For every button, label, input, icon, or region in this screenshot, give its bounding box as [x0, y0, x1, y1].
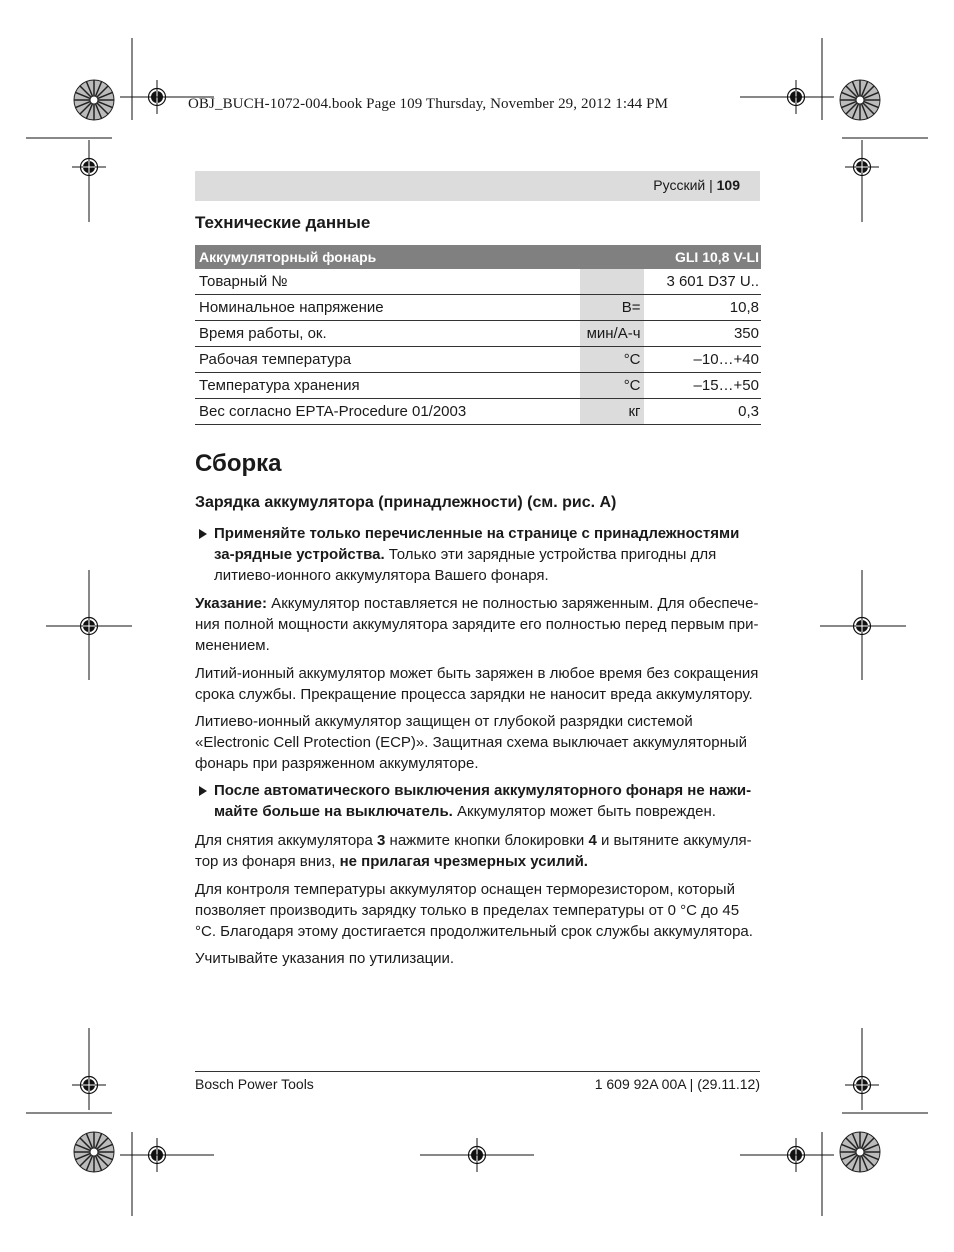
table-cell-param: Время работы, ок. — [195, 321, 580, 347]
table-cell-param: Вес согласно EPTA-Procedure 01/2003 — [195, 399, 580, 425]
ecp-paragraph: Литиево-ионный аккумулятор защищен от глубокой разрядки системой «Electronic Cell Protection (ECP)». Защитная схема выключает аккумуляторный фонарь при разряженном аккумуляторе. — [195, 713, 748, 772]
table-cell-unit: °C — [580, 347, 644, 373]
bullet-chargers — [214, 523, 761, 586]
table-row — [195, 373, 761, 399]
bullet-triangle-icon — [199, 529, 207, 539]
footer-doc-number: 1 609 92A 00A | (29.11.12) — [594, 1076, 760, 1092]
table-model-header: GLI 10,8 V-LI — [644, 245, 761, 269]
bullet-switch-text: Аккумулятор может быть поврежден. — [452, 803, 716, 820]
table-col-header: Аккумуляторный фонарь — [195, 245, 644, 269]
removal-text-1: Для снятия аккумулятора — [195, 832, 378, 849]
table-row — [195, 347, 761, 373]
removal-ref-4: 4 — [588, 832, 597, 849]
table-cell-param: Рабочая температура — [195, 347, 580, 373]
table-row — [195, 295, 761, 321]
charging-subheading: Зарядка аккумулятора (принадлежности) (см. рис. A) — [195, 494, 617, 511]
liion-paragraph: Литий-ионный аккумулятор может быть заряжен в любое время без сокращения срока службы. Прекращение процесса зарядки не наносит вреда аккумулятору. — [195, 665, 759, 703]
page-header-band — [195, 171, 760, 201]
footer-brand: Bosch Power Tools — [195, 1076, 314, 1092]
table-cell-unit: кг — [580, 399, 644, 425]
bullet-chargers-bold: Применяйте только перечисленные на странице с принадлежностями за-рядные устройства. — [214, 525, 740, 563]
table-cell-value: –15…+50 — [644, 373, 761, 399]
print-slug: OBJ_BUCH-1072-004.book Page 109 Thursday, November 29, 2012 1:44 PM — [188, 96, 669, 112]
tech-data-table — [195, 245, 761, 425]
table-row — [195, 321, 761, 347]
header-separator: | — [709, 177, 713, 193]
note-paragraph — [195, 593, 761, 656]
removal-ref-3: 3 — [377, 832, 386, 849]
table-cell-param: Номинальное напряжение — [195, 295, 580, 321]
table-header-row — [195, 245, 761, 269]
removal-bold-end: не прилагая чрезмерных усилий. — [339, 853, 588, 870]
table-cell-unit — [580, 269, 644, 295]
table-cell-param: Температура хранения — [195, 373, 580, 399]
removal-text-3: и вытяните аккумуля-тор из фонаря вниз, — [195, 832, 752, 870]
table-cell-value: 10,8 — [644, 295, 761, 321]
page-header — [653, 177, 740, 193]
removal-text-2: нажмите кнопки блокировки — [385, 832, 589, 849]
table-row — [195, 269, 761, 295]
footer-rule — [195, 1071, 760, 1072]
note-label: Указание: — [195, 595, 268, 612]
table-cell-value: 0,3 — [644, 399, 761, 425]
bullet-switch — [214, 780, 761, 822]
removal-paragraph — [195, 830, 761, 872]
table-cell-value: 3 601 D37 U.. — [644, 269, 761, 295]
header-language: Русский — [653, 177, 706, 193]
table-row — [195, 399, 761, 425]
disposal-paragraph: Учитывайте указания по утилизации. — [195, 950, 455, 967]
tech-data-heading: Технические данные — [195, 213, 371, 232]
temperature-paragraph: Для контроля температуры аккумулятор оснащен терморезистором, который позволяет производить зарядку только в пределах температуры от 0 °C до 45 °C. Благодаря этому достигается продолжительный срок службы аккумулятора. — [195, 881, 753, 940]
assembly-heading: Сборка — [195, 450, 282, 477]
bullet-chargers-text: Только эти зарядные устройства пригодны для литиево-ионного аккумулятора Вашего фонаря. — [214, 546, 717, 584]
table-cell-unit: мин/А-ч — [580, 321, 644, 347]
note-text: Аккумулятор поставляется не полностью заряженным. Для обеспече-ния полной мощности аккумулятора зарядите его полностью перед первым при-менением. — [195, 595, 759, 654]
table-cell-param: Товарный № — [195, 269, 580, 295]
table-cell-value: –10…+40 — [644, 347, 761, 373]
bullet-switch-bold: После автоматического выключения аккумуляторного фонаря не нажи-майте больше на выключатель. — [214, 782, 752, 820]
table-cell-value: 350 — [644, 321, 761, 347]
page-number: 109 — [716, 177, 740, 193]
table-cell-unit: В= — [580, 295, 644, 321]
table-cell-unit: °C — [580, 373, 644, 399]
bullet-triangle-icon — [199, 786, 207, 796]
